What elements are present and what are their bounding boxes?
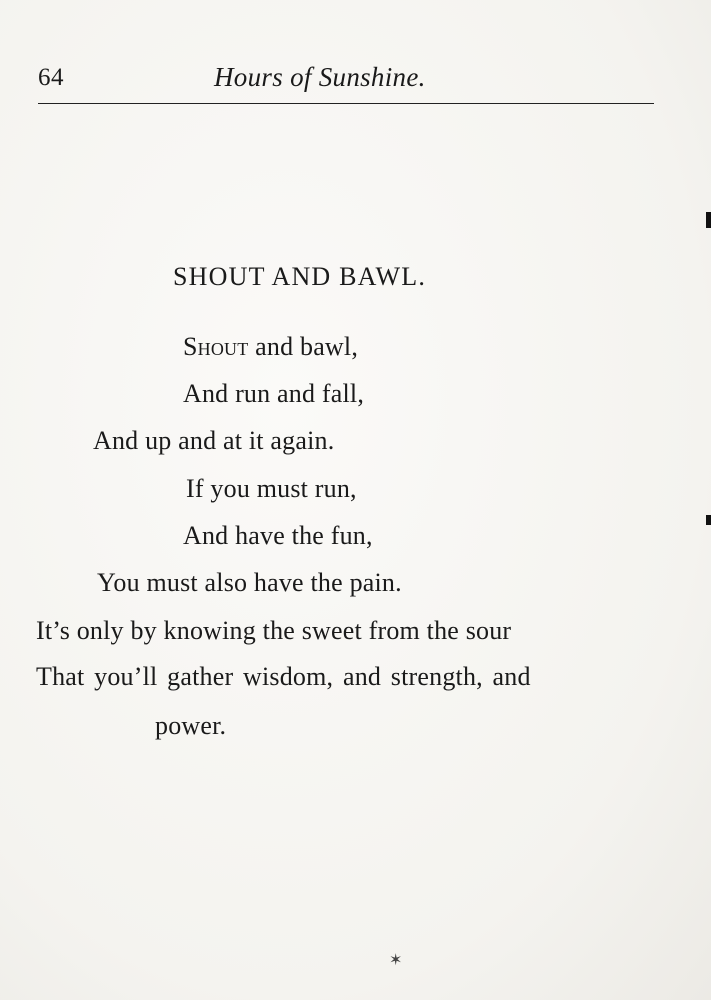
running-title: Hours of Sunshine. xyxy=(214,62,426,92)
poem-line-9: power. xyxy=(155,711,227,740)
star-ornament-icon: ✶ xyxy=(389,952,403,969)
poem-line-1-rest: and bawl, xyxy=(248,332,359,361)
edge-mark-top xyxy=(706,212,711,228)
poem-first-word: Shout xyxy=(183,332,249,361)
edge-mark-bottom xyxy=(706,515,711,525)
header-rule xyxy=(38,103,654,104)
poem-line-5: And have the fun, xyxy=(183,521,373,550)
poem-line-1 xyxy=(183,332,358,362)
poem-line-6: You must also have the pain. xyxy=(97,568,402,597)
poem-title: SHOUT AND BAWL. xyxy=(173,262,427,291)
page-header xyxy=(38,58,653,104)
poem-line-7: It’s only by knowing the sweet from the sour xyxy=(36,616,512,645)
poem-line-8: That you’ll gather wisdom, and strength, and xyxy=(36,662,531,691)
page-number: 64 xyxy=(38,64,64,91)
poem-line-3: And up and at it again. xyxy=(93,426,335,455)
poem-line-2: And run and fall, xyxy=(183,379,365,408)
poem-line-4: If you must run, xyxy=(186,474,357,503)
